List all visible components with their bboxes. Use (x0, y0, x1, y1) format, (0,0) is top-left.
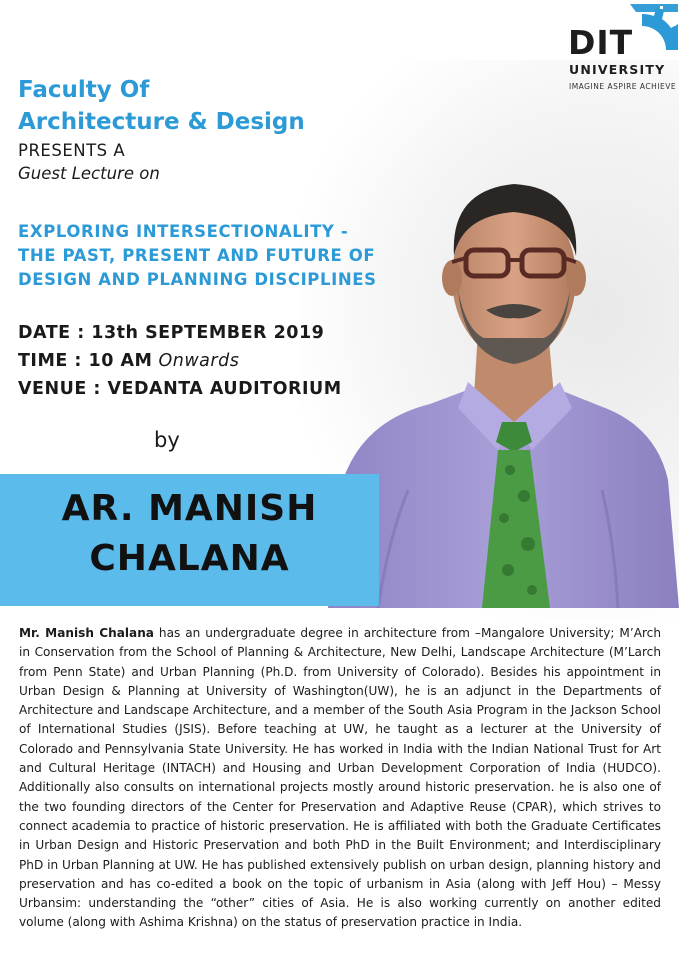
venue-value: VEDANTA AUDITORIUM (107, 379, 342, 399)
dit-university-logo[interactable] (566, 4, 678, 96)
speaker-name-line-2: CHALANA (89, 538, 290, 579)
logo-wordmark: DIT (568, 23, 634, 62)
event-details (18, 319, 342, 403)
venue-label: VENUE : (18, 379, 108, 399)
faculty-title (18, 74, 305, 138)
speaker-name (0, 484, 379, 584)
topic-line-2: THE PAST, PRESENT AND FUTURE OF (18, 246, 376, 265)
date-row (18, 319, 342, 347)
presents-text: PRESENTS A (18, 141, 126, 160)
bio-speaker-name: Mr. Manish Chalana (19, 626, 154, 640)
date-value: 13th SEPTEMBER 2019 (91, 323, 325, 343)
faculty-line-2: Architecture & Design (18, 109, 305, 135)
time-row (18, 347, 342, 375)
faculty-line-1: Faculty Of (18, 77, 150, 103)
venue-row (18, 375, 342, 403)
by-text: by (154, 428, 180, 452)
topic-line-3: DESIGN AND PLANNING DISCIPLINES (18, 270, 377, 289)
date-label: DATE : (18, 323, 92, 343)
logo-tagline: IMAGINE ASPIRE ACHIEVE (569, 82, 677, 91)
guest-lecture-text: Guest Lecture on (18, 164, 160, 183)
speaker-biography (19, 624, 661, 933)
time-suffix: Onwards (152, 351, 240, 371)
topic-line-1: EXPLORING INTERSECTIONALITY - (18, 222, 349, 241)
bio-text: has an undergraduate degree in architecture from –Mangalore University; M’Arch in Conservation from the School of Planning & Architecture, New Delhi, Landscape Architecture (M’Larch from Penn State) and Urban Planning (Ph.D. from University of Colorado). Besides his appointment in Urban Design & Planning at University of Washington(UW), he is an adjunct in the Departments of Architecture and Landscape Architecture, and a member of the South Asia Program in the Jackson School of International Studies (JSIS). Before teaching at UW, he taught as a lecturer at the University of Colorado and Pennsylvania State University. He has worked in India with the Indian National Trust for Art and Cultural Heritage (INTACH) and Housing and Urban Development Corporation of India (HUDCO). Additionally also consults on international projects mostly around historic preservation. he is also one of the two founding directors of the Center for Preservation and Adaptive Reuse (CPAR), which strives to connect academia to practice of historic preservation. He is affiliated with both the Graduate Certificates in Urban Design and Historic Preservation and both PhD in the Built Environment; and Interdisciplinary PhD in Urban Planning at UW. He has published extensively publish on urban design, planning history and preservation and has co-edited a book on the topic of urbanism in Asia (along with Jeff Hou) – Messy Urbansim: understanding the “other” cities of Asia. He is also working currently on another edited volume (along with Ashima Krishna) on the status of preservation practice in India. (19, 626, 661, 930)
speaker-name-line-1: AR. MANISH (61, 488, 318, 529)
time-label: TIME : (18, 351, 89, 371)
logo-subtitle: UNIVERSITY (569, 62, 666, 77)
time-value: 10 AM (88, 351, 153, 371)
